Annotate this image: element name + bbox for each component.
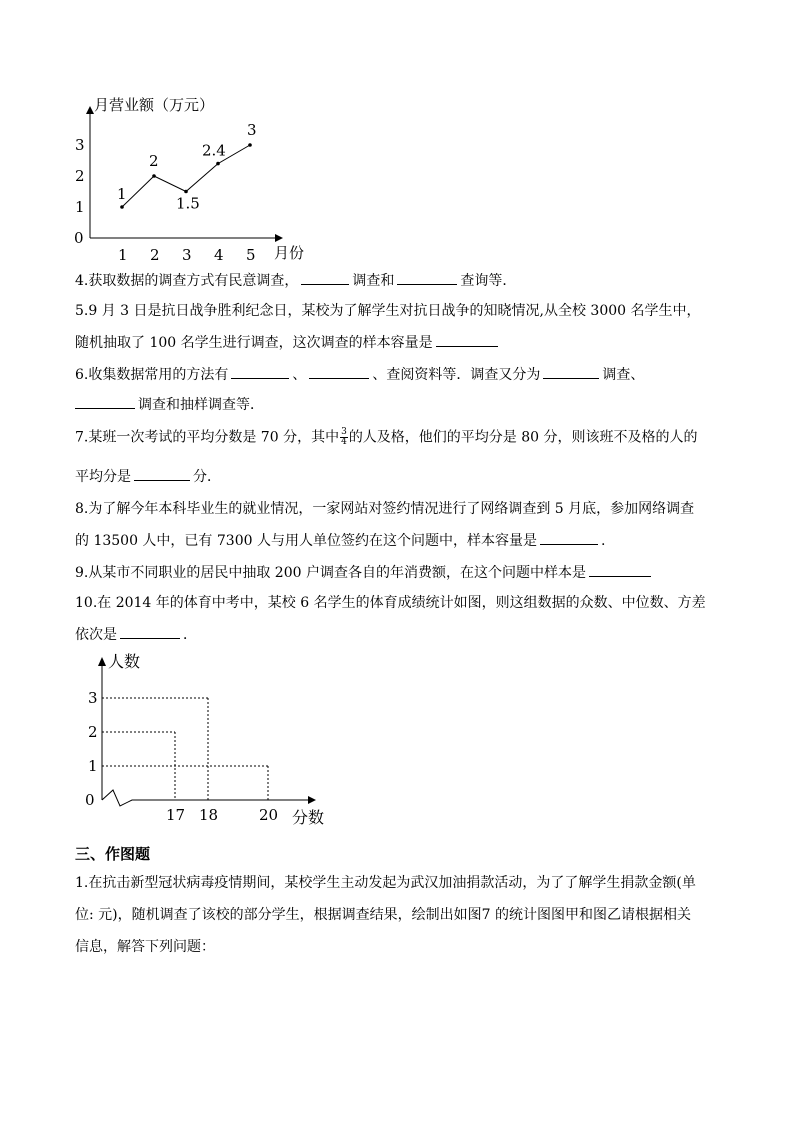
- question-6-line2: [75, 394, 735, 414]
- q7-fraction: [340, 428, 348, 447]
- section3-p1-line3: 信息，解答下列问题：: [75, 939, 215, 955]
- q6-text-a: 6.收集数据常用的方法有: [75, 367, 229, 383]
- y-tick-label: 0: [74, 229, 84, 247]
- data-point: [120, 205, 124, 209]
- y-tick-label: 3: [75, 136, 85, 154]
- question-6-line1: [75, 364, 735, 384]
- q6-text-c: 、查阅资料等．调查又分为: [372, 367, 541, 383]
- q6-blank-1[interactable]: [231, 364, 289, 379]
- chart2-guides: [102, 698, 268, 800]
- q6-blank-2[interactable]: [309, 364, 369, 379]
- q4-text-c: 查询等．: [460, 273, 517, 289]
- q5-text-b: 随机抽取了 100 名学生进行调查，这次调查的样本容量是: [75, 335, 433, 351]
- axis-break-mark: [102, 790, 145, 806]
- x-axis-title: 月份: [274, 244, 305, 262]
- score-dotted-chart: [80, 650, 340, 835]
- y-tick-label: 1: [88, 757, 98, 775]
- q7-text-d: 分．: [193, 469, 221, 485]
- q4-blank-1[interactable]: [301, 270, 349, 285]
- y-axis-arrow: [86, 106, 94, 114]
- q10-blank[interactable]: [120, 624, 180, 639]
- q7-text-c: 平均分是: [75, 469, 131, 485]
- q10-text-c: ．: [183, 627, 197, 643]
- q8-text-b: 的 13500 人中，已有 7300 人与用人单位签约在这个问题中，样本容量是: [75, 533, 537, 549]
- x-tick-label: 1: [118, 246, 128, 262]
- q6-blank-3[interactable]: [543, 364, 599, 379]
- y-tick-label: 2: [75, 167, 85, 185]
- y-tick-label: 2: [88, 723, 98, 741]
- score-chart-svg: [80, 650, 340, 835]
- x-tick-label: 4: [214, 246, 224, 262]
- x-tick-label: 17: [166, 806, 186, 824]
- q8-blank[interactable]: [540, 530, 598, 545]
- data-point: [184, 190, 188, 194]
- question-5-line1: 5.9 月 3 日是抗日战争胜利纪念日，某校为了解学生对抗日战争的知晓情况,从全校 3000 名学生中，: [75, 303, 701, 319]
- data-label: 1: [117, 185, 127, 203]
- q6-text-d: 调查、: [602, 367, 645, 383]
- section3-p1-line1: 1.在抗击新型冠状病毒疫情期间，某校学生主动发起为武汉加油捐款活动，为了了解学生捐款金额(单: [75, 875, 696, 891]
- data-label: 3: [247, 121, 257, 139]
- q10-text-b: 依次是: [75, 627, 117, 643]
- revenue-line-chart: [60, 92, 320, 262]
- q4-text-a: 4.获取数据的调查方式有民意调查，: [75, 273, 299, 289]
- y-axis-arrow: [98, 657, 106, 666]
- x-tick-label: 3: [182, 246, 192, 262]
- data-point: [152, 174, 156, 178]
- x-axis-arrow: [275, 234, 283, 242]
- q5-blank[interactable]: [436, 332, 498, 347]
- question-9: [75, 562, 735, 582]
- q8-text-c: .: [600, 533, 606, 549]
- question-7-line2: [75, 466, 735, 486]
- y-tick-label: 1: [75, 198, 85, 216]
- q7-text-a: 7.某班一次考试的平均分数是 70 分，其中: [75, 429, 340, 446]
- chart2-ticks: [85, 689, 278, 824]
- q7-text-b: 的人及格，他们的平均分是 80 分，则该班不及格的人的: [348, 429, 698, 446]
- section3-p1-line2: 位: 元)，随机调查了该校的部分学生，根据调查结果，绘制出如图7 的统计图图甲和图乙请根据相关: [75, 907, 691, 923]
- y-axis-title: 人数: [108, 652, 141, 671]
- question-8-line1: 8.为了解今年本科毕业生的就业情况，一家网站对签约情况进行了网络调查到 5 月底，参加网络调查: [75, 501, 695, 517]
- chart1-points: [117, 121, 257, 213]
- data-label: 1.5: [176, 194, 200, 213]
- revenue-chart-svg: [60, 92, 320, 262]
- data-label: 2.4: [202, 141, 226, 160]
- q7-frac-denominator: 4: [341, 437, 347, 447]
- x-axis-arrow: [308, 796, 316, 804]
- question-8-line2: [75, 530, 735, 550]
- x-axis-title: 分数: [292, 808, 325, 827]
- data-point: [248, 143, 252, 147]
- x-tick-label: 5: [246, 246, 256, 262]
- q9-blank[interactable]: [589, 562, 651, 577]
- q6-text-b: 、: [292, 367, 307, 383]
- y-tick-label: 3: [88, 689, 98, 707]
- y-axis-title: 月营业额（万元）: [94, 96, 215, 114]
- q7-frac-numerator: 3: [341, 427, 347, 437]
- x-tick-label: 20: [259, 806, 279, 824]
- q6-blank-4[interactable]: [75, 394, 135, 409]
- question-4: [75, 270, 735, 290]
- q9-text-a: 9.从某市不同职业的居民中抽取 200 户调查各自的年消费额，在这个问题中样本是: [75, 565, 586, 581]
- q6-text-e: 调查和抽样调查等．: [138, 397, 264, 413]
- question-5-line2: [75, 332, 735, 352]
- question-10-line1: 10.在 2014 年的体育中考中，某校 6 名学生的体育成绩统计如图，则这组数据的众数、中位数、方差: [75, 595, 706, 611]
- data-point: [216, 162, 220, 166]
- data-label: 2: [149, 152, 159, 170]
- section-3-title: 三、作图题: [75, 845, 151, 863]
- chart1-ticks: [74, 136, 256, 262]
- q4-text-b: 调查和: [352, 273, 395, 289]
- question-10-line2: [75, 624, 735, 644]
- y-tick-label: 0: [85, 791, 95, 809]
- q4-blank-2[interactable]: [397, 270, 457, 285]
- x-tick-label: 2: [150, 246, 160, 262]
- question-7-line1: [75, 428, 735, 447]
- q7-blank[interactable]: [134, 466, 190, 481]
- x-tick-label: 18: [199, 806, 219, 824]
